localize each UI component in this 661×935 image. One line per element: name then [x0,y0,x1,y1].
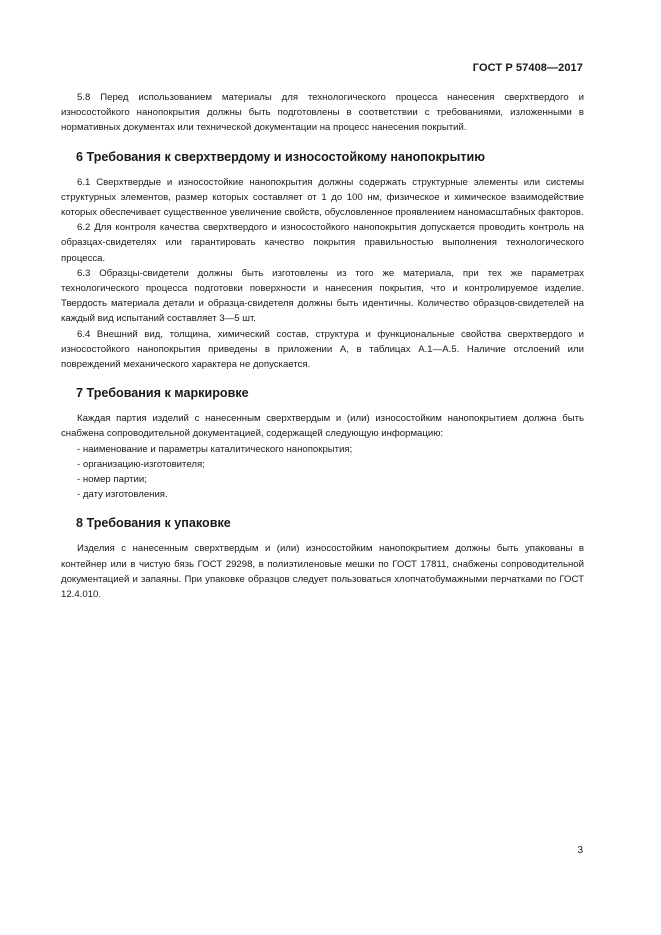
section-7-heading: 7 Требования к маркировке [76,386,249,401]
paragraph-6-4: 6.4 Внешний вид, толщина, химический состав, структура и функциональные свойства сверхтвердого и износостойкого нанопокрытия приведены в приложении А, в таблицах А.1—А.5. Наличие отслоений или повреждений механического характера не допускается. [61,328,584,371]
paragraph-8: Изделия с нанесенным сверхтвердым и (или) износостойким нанопокрытием должны быть упакованы в контейнер или в чистую бязь ГОСТ 29298, в полиэтиленовые мешки по ГОСТ 17811, снабжены сопроводительной документацией и запаяны. При упаковке образцов следует пользоваться хлопчатобумажными перчатками по ГОСТ 12.4.010. [61,543,584,601]
page-number: 3 [577,845,583,856]
section-8-heading: 8 Требования к упаковке [76,516,231,531]
list-item: - наименование и параметры каталитического нанопокрытия; [77,443,353,455]
document-body [61,90,584,602]
paragraph-6-3: 6.3 Образцы-свидетели должны быть изготовлены из того же материала, при тех же параметрах технологического процесса подготовки поверхности и нанесения покрытия, что и контролируемое изделие. Твердость материала детали и образца-свидетеля должны быть идентичны. Количество образцов-свидетелей на каждый вид испытаний составляет 3—5 шт. [61,267,584,325]
paragraph-7-intro: Каждая партия изделий с нанесенным сверхтвердым и (или) износостойким нанопокрытием должна быть снабжена сопроводительной документацией, содержащей следующую информацию: [61,413,584,440]
list-item: - номер партии; [77,474,147,486]
marking-info-list [61,442,584,503]
document-code-header: ГОСТ Р 57408—2017 [472,62,583,74]
paragraph-5-8: 5.8 Перед использованием материалы для технологического процесса нанесения сверхтвердого и износостойкого нанопокрытия должны быть подготовлены в соответствии с требованиями, изложенными в нормативных документах или технической документации на процесс нанесения покрытий. [61,92,584,134]
paragraph-6-2: 6.2 Для контроля качества сверхтвердого и износостойкого нанопокрытия допускается проводить контроль на образцах-свидетелях или гарантировать качество покрытия правильностью выполнения технологического процесса. [61,222,584,264]
paragraph-6-1: 6.1 Сверхтвердые и износостойкие нанопокрытия должны содержать структурные элементы или системы структурных элементов, размер которых составляет от 1 до 100 нм, физическое и химическое взаимодействие которых обеспечивает существенное увеличение свойств, обусловленное проявлением наномасштабных факторов. [61,176,584,219]
list-item: - дату изготовления. [77,489,168,501]
list-item: - организацию-изготовителя; [77,458,205,470]
section-6-heading: 6 Требования к сверхтвердому и износостойкому нанопокрытию [76,149,486,164]
